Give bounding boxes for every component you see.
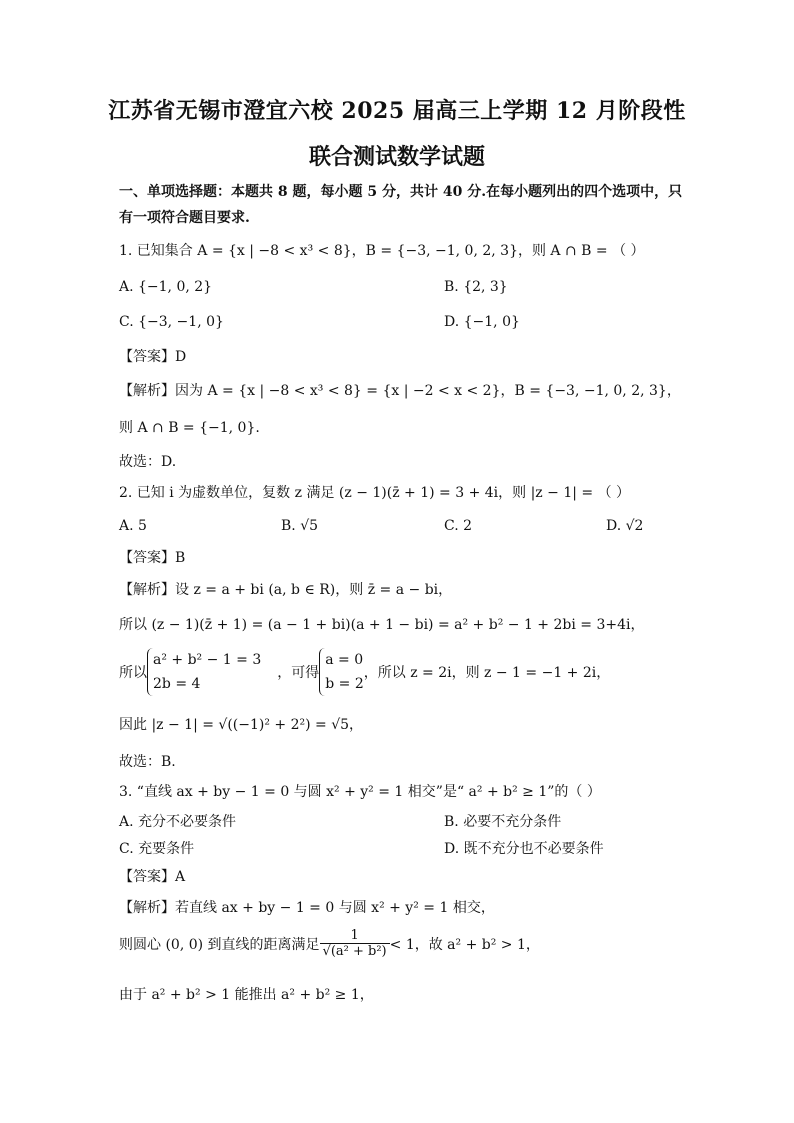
q2-analysis-1: 【解析】设 z = a + bi (a, b ∈ R)，则 z̄ = a − bi，	[119, 582, 453, 598]
q2-system-row-2: 2b = 4	[153, 676, 201, 692]
page-title-line1: 江苏省无锡市澄宜六校 2025 届高三上学期 12 月阶段性	[108, 98, 686, 124]
q1-option-a: A. {−1, 0, 2}	[119, 279, 213, 295]
q3-analysis-2-suffix: < 1，故 a² + b² > 1，	[389, 936, 540, 953]
q3-stem: 3. “直线 ax + by − 1 = 0 与圆 x² + y² = 1 相交”是“ a² + b² ≥ 1”的（ ）	[119, 784, 601, 800]
page-title-line2: 联合测试数学试题	[308, 144, 485, 170]
q2-system-middle: ，可得	[277, 665, 320, 681]
q3-analysis-2-prefix: 则圆心 (0, 0) 到直线的距离满足	[119, 936, 320, 953]
q3-fraction-denominator: √(a² + b²)	[322, 944, 387, 959]
q3-fraction-numerator: 1	[320, 928, 390, 944]
q2-option-d: D. √2	[606, 518, 644, 534]
section-heading-line1: 一、单项选择题：本题共 8 题，每小题 5 分，共计 40 分.在每小题列出的四个选项中，只	[119, 184, 683, 200]
q1-conclusion: 故选：D.	[119, 454, 177, 470]
q1-answer: 【答案】D	[119, 349, 187, 365]
q1-analysis-2: 则 A ∩ B = {−1, 0}.	[119, 420, 260, 436]
q2-option-a: A. 5	[119, 518, 147, 534]
q2-conclusion: 故选：B.	[119, 754, 176, 770]
q1-analysis-1: 【解析】因为 A = {x | −8 < x³ < 8} = {x | −2 < x < 2}，B = {−3, −1, 0, 2, 3}，	[119, 383, 681, 399]
q2-analysis-4: 因此 |z − 1| = √((−1)² + 2²) = √5，	[119, 717, 364, 733]
q1-option-c: C. {−3, −1, 0}	[119, 314, 224, 330]
q2-solution-row-2: b = 2	[325, 676, 364, 692]
q2-analysis-3	[119, 648, 610, 696]
q2-analysis-2: 所以 (z − 1)(z̄ + 1) = (a − 1 + bi)(a + 1 − bi) = a² + b² − 1 + 2bi = 3+4i，	[119, 617, 645, 633]
q2-option-b: B. √5	[281, 518, 319, 534]
q2-answer: 【答案】B	[119, 550, 186, 566]
q2-system-row-1: a² + b² − 1 = 3	[153, 652, 262, 668]
q3-analysis-2	[119, 928, 540, 959]
q2-solution-system	[319, 648, 364, 696]
q1-option-d: D. {−1, 0}	[444, 314, 520, 330]
q2-solution-row-1: a = 0	[325, 652, 364, 668]
q2-option-c: C. 2	[444, 518, 473, 534]
q2-system-suffix: ，所以 z = 2i，则 z − 1 = −1 + 2i，	[363, 665, 611, 681]
q1-option-b: B. {2, 3}	[444, 279, 508, 295]
q3-option-b: B. 必要不充分条件	[444, 814, 562, 830]
q3-analysis-3: 由于 a² + b² > 1 能推出 a² + b² ≥ 1，	[119, 987, 374, 1003]
q3-distance-fraction	[320, 928, 390, 959]
q1-stem: 1. 已知集合 A = {x | −8 < x³ < 8}，B = {−3, −1, 0, 2, 3}，则 A ∩ B = （ ）	[119, 243, 645, 259]
section-heading-line2: 有一项符合题目要求.	[119, 210, 250, 226]
q3-option-a: A. 充分不必要条件	[119, 814, 237, 830]
q3-analysis-1: 【解析】若直线 ax + by − 1 = 0 与圆 x² + y² = 1 相交，	[119, 900, 495, 916]
q3-option-d: D. 既不充分也不必要条件	[444, 841, 604, 857]
q2-stem: 2. 已知 i 为虚数单位，复数 z 满足 (z − 1)(z̄ + 1) = 3 + 4i，则 |z − 1| = （ ）	[119, 485, 631, 501]
q2-system-prefix: 所以	[119, 665, 147, 681]
q3-option-c: C. 充要条件	[119, 841, 195, 857]
q3-answer: 【答案】A	[119, 869, 186, 885]
q2-equation-system	[147, 648, 261, 696]
